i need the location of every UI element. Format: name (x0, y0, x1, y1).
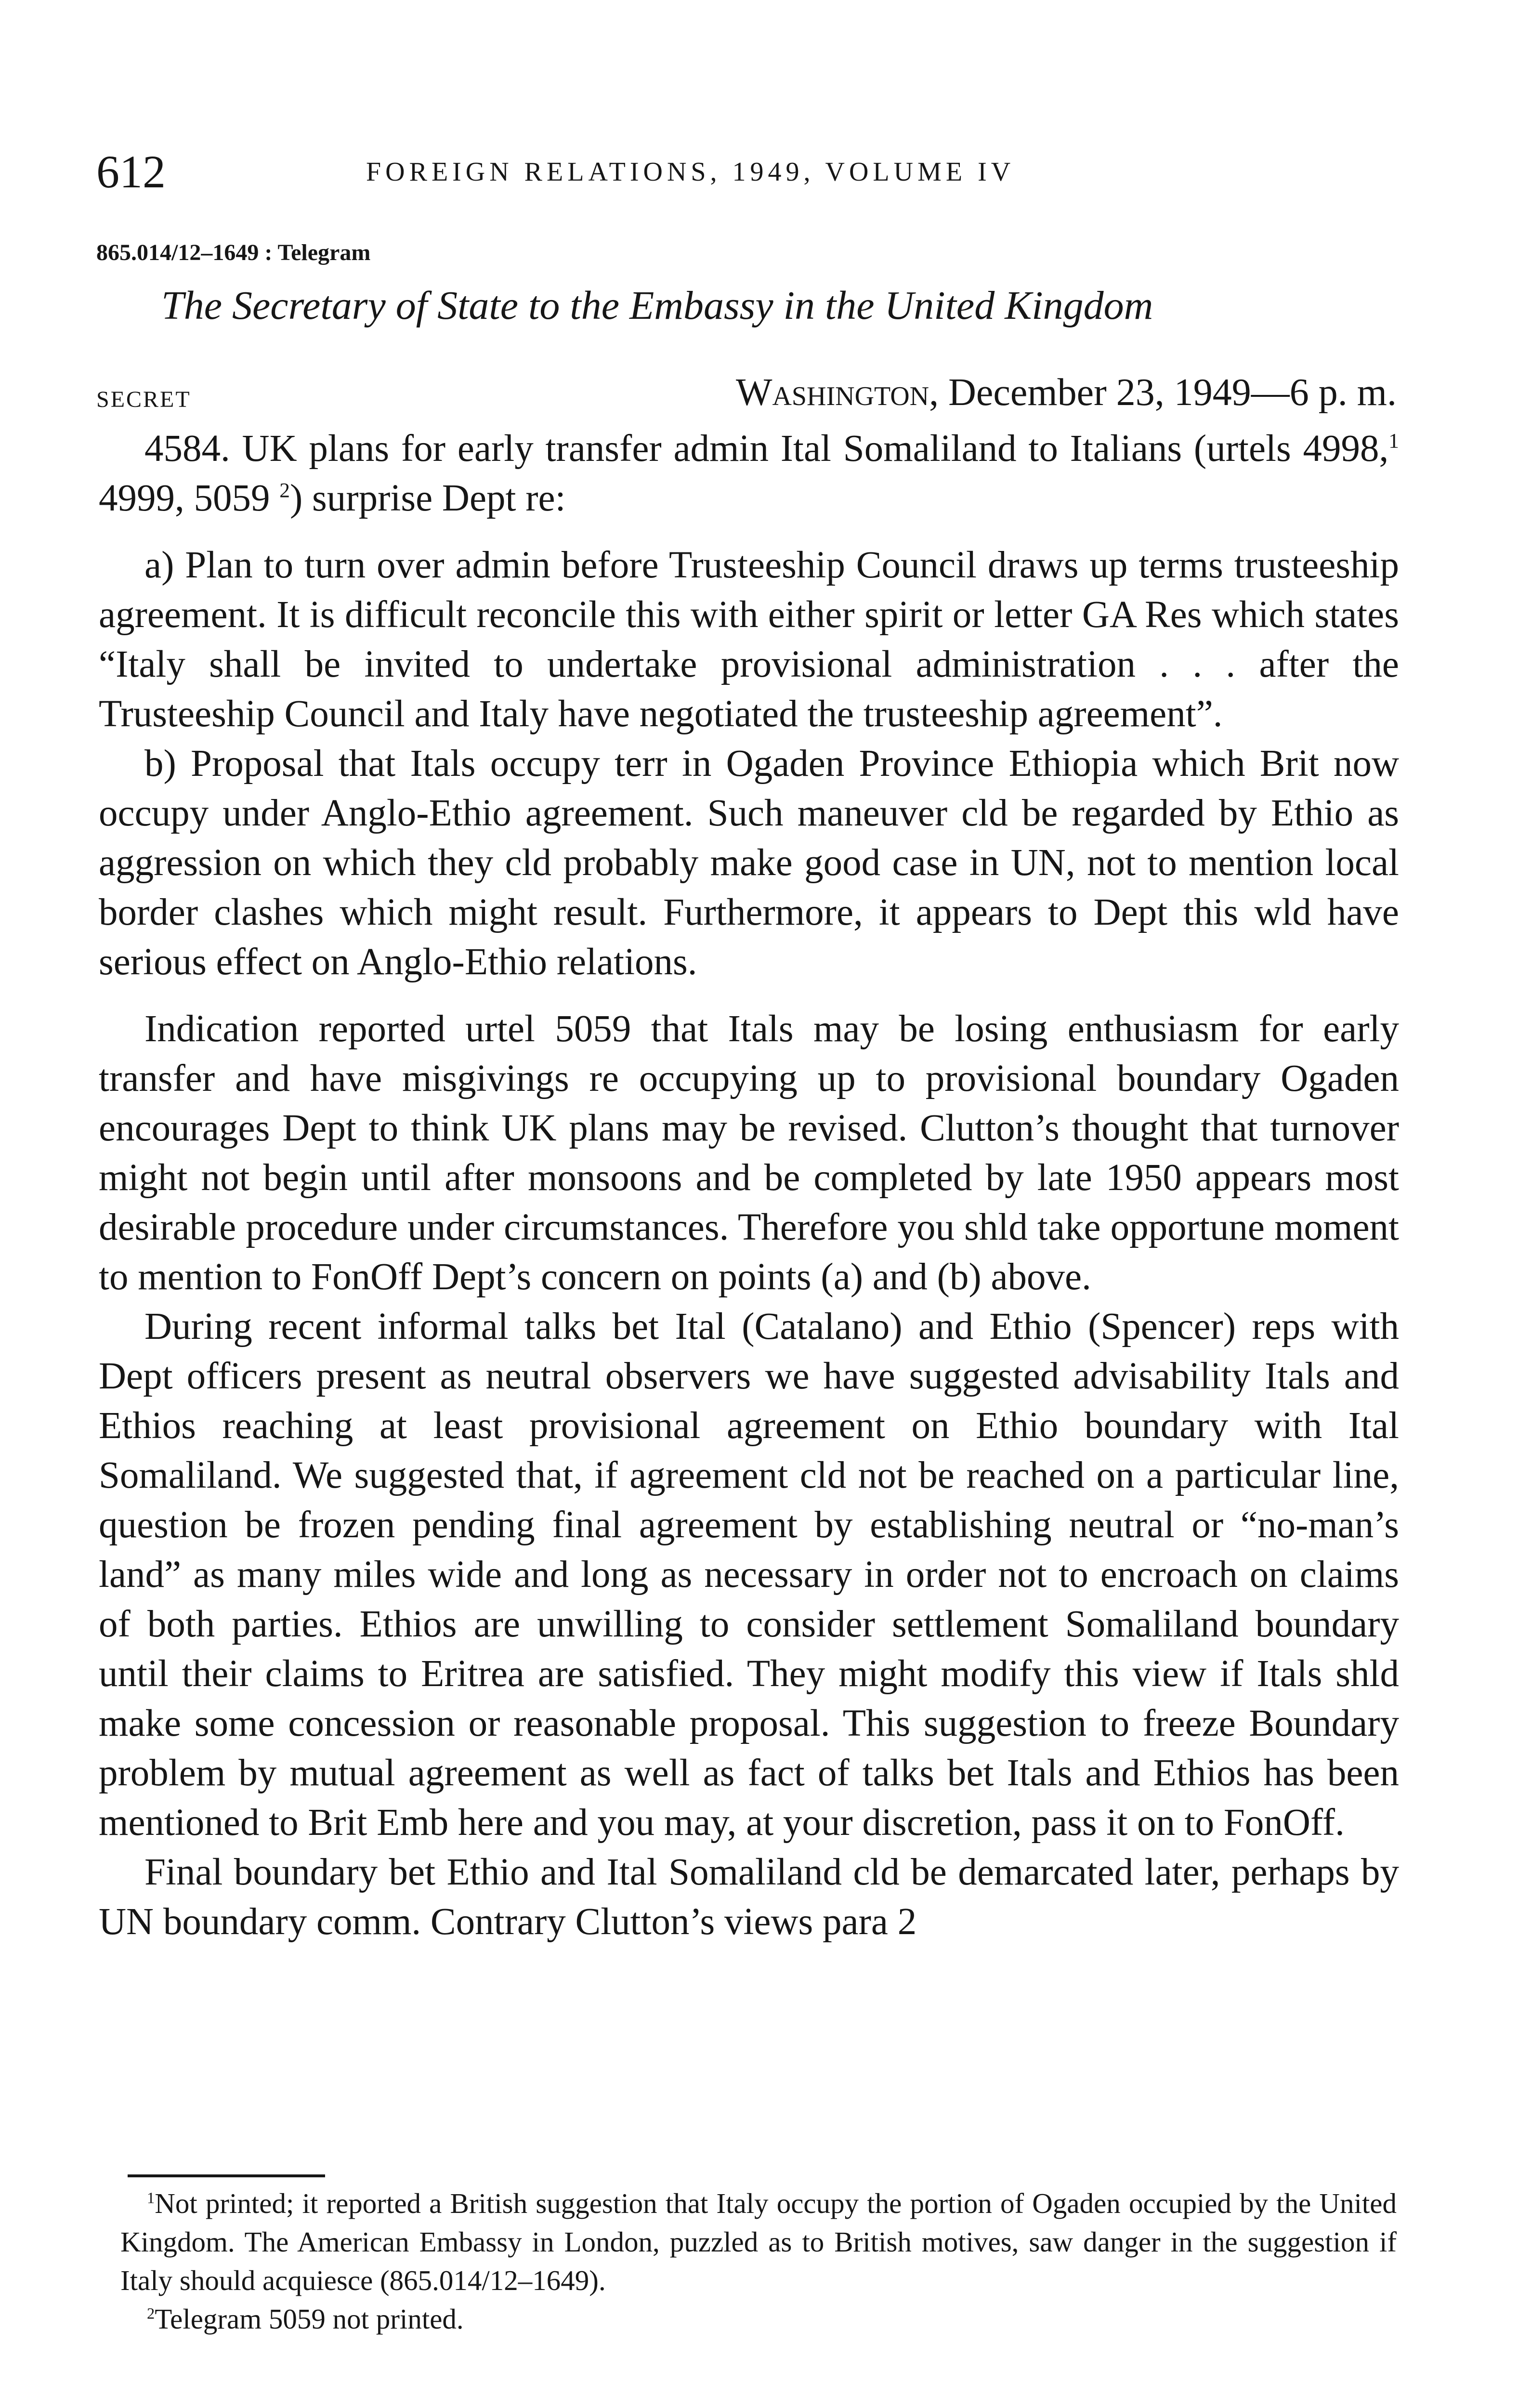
paragraph-intro (99, 424, 1399, 523)
footnote-ref-2: 2 (279, 479, 290, 502)
intro-text-3: ) surprise Dept re: (289, 477, 566, 519)
classification-label: SECRET (96, 387, 191, 412)
footnotes (120, 2184, 1397, 2338)
footnote-divider (128, 2174, 325, 2177)
dateline (96, 366, 1397, 419)
document-title: The Secretary of State to the Embassy in the United Kingdom (161, 283, 1153, 328)
paragraph-point-b: b) Proposal that Itals occupy terr in Ogaden Province Ethiopia which Brit now occupy under Anglo-Ethio agreement. Such maneuver cld be regarded by Ethio as aggression on which they cld probably make good case in UN, not to mention local border clashes which might result. Furthermore, it appears to Dept this wld have serious effect on Anglo-Ethio relations. (99, 743, 1399, 983)
footnote-2-mark: 2 (147, 2305, 155, 2323)
paragraph-point-a: a) Plan to turn over admin before Trusteeship Council draws up terms trusteeship agreement. It is difficult reconcile this with either spirit or letter GA Res which states “Italy shall be invited to undertake provisional administration . . . after the Trusteeship Council and Italy have negotiated the trusteeship agreement”. (99, 544, 1399, 735)
running-header (96, 141, 1392, 203)
footnote-ref-1: 1 (1388, 429, 1399, 453)
place-and-date (736, 366, 1397, 419)
telegram-body (99, 424, 1399, 1947)
place: Washington, (735, 371, 939, 414)
paragraph-indication: Indication reported urtel 5059 that Itals may be losing enthusiasm for early transfer and have misgivings re occupying up to provisional boundary Ogaden encourages Dept to think UK plans may be revised. Clutton’s thought that turnover might not begin until after monsoons and be completed by late 1950 appears most desirable procedure under circumstances. Therefore you shld take opportune moment to mention to FonOff Dept’s concern on points (a) and (b) above. (99, 1008, 1399, 1298)
date: December 23, 1949—6 p. m. (948, 371, 1397, 414)
volume-title: FOREIGN RELATIONS, 1949, VOLUME IV (366, 157, 1015, 187)
intro-text-2: 4999, 5059 (99, 477, 280, 519)
paragraph-final-boundary: Final boundary bet Ethio and Ital Somaliland cld be demarcated later, perhaps by UN boundary comm. Contrary Clutton’s views para 2 (99, 1851, 1399, 1943)
paragraph-talks: During recent informal talks bet Ital (Catalano) and Ethio (Spencer) reps with Dept officers present as neutral observers we have suggested advisability Itals and Ethios reaching at least provisional agreement on Ethio boundary with Ital Somaliland. We suggested that, if agreement cld not be reached on a particular line, question be frozen pending final agreement by establishing neutral or “no-man’s land” as many miles wide and long as necessary in order not to encroach on claims of both parties. Ethios are unwilling to consider settlement Somaliland boundary until their claims to Eritrea are satisfied. They might modify this view if Itals shld make some concession or reasonable proposal. This suggestion to freeze Boundary problem by mutual agreement as well as fact of talks bet Itals and Ethios has been mentioned to Brit Emb here and you may, at your discretion, pass it on to FonOff. (99, 1306, 1399, 1844)
footnote-2-text: Telegram 5059 not printed. (155, 2303, 464, 2335)
intro-text-1: 4584. UK plans for early transfer admin Ital Somaliland to Italians (urtels 4998, (144, 428, 1389, 470)
footnote-2 (120, 2300, 1397, 2338)
footnote-1-text: Not printed; it reported a British suggestion that Italy occupy the portion of Ogaden occupied by the United Kingdom. The American Embassy in London, puzzled as to British motives, saw danger in the suggestion if Italy should acquiesce (865.014/12–1649). (120, 2187, 1397, 2296)
footnote-1 (120, 2184, 1397, 2300)
page-number: 612 (96, 146, 166, 197)
file-reference: 865.014/12–1649 : Telegram (96, 240, 371, 265)
footnote-1-mark: 1 (147, 2189, 155, 2207)
